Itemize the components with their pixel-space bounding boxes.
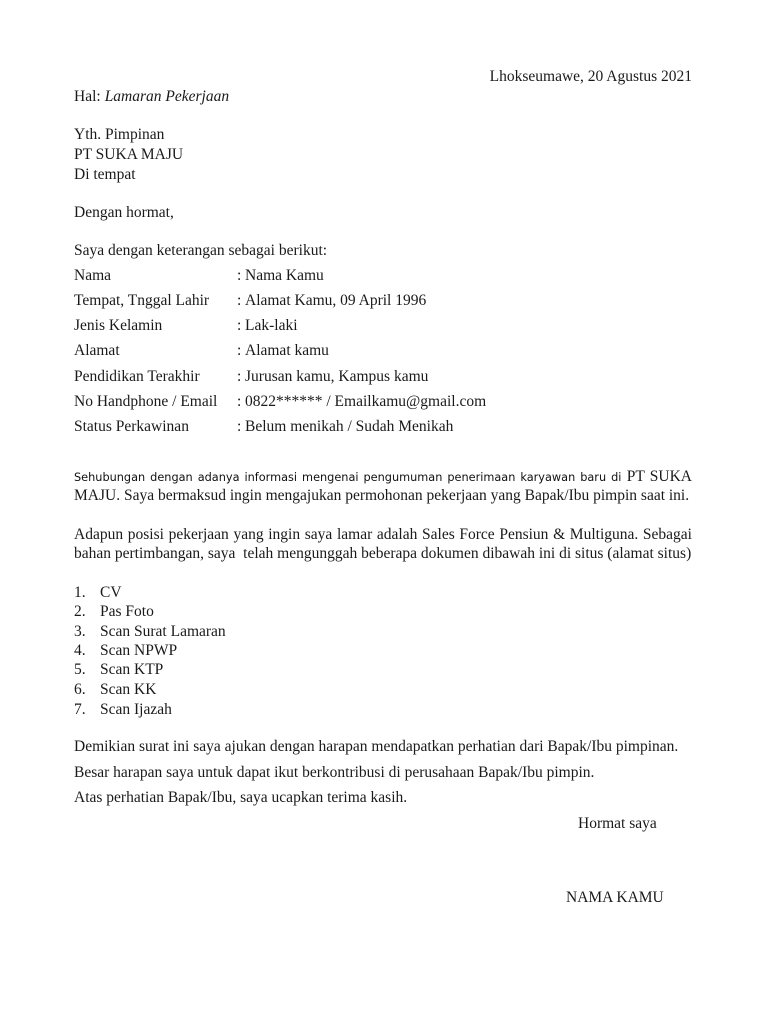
list-text: Scan KTP <box>100 661 164 678</box>
list-text: CV <box>100 584 122 601</box>
subject-line <box>74 87 229 107</box>
field-row-address <box>0 341 768 361</box>
list-item <box>0 700 768 720</box>
field-separator: : <box>237 267 242 284</box>
list-item <box>0 660 768 680</box>
field-value: Jurusan kamu, Kampus kamu <box>245 368 429 385</box>
field-value: Alamat Kamu, 09 April 1996 <box>245 292 427 309</box>
list-number: 4. <box>74 642 86 659</box>
field-row-birth <box>0 291 768 311</box>
list-text: Scan NPWP <box>100 642 178 659</box>
recipient-title: Yth. Pimpinan <box>74 126 165 143</box>
field-value: Alamat kamu <box>245 342 329 359</box>
list-item <box>0 602 768 622</box>
list-number: 3. <box>74 623 86 640</box>
field-value: Lak-laki <box>245 317 298 334</box>
closing-line3: Atas perhatian Bapak/Ibu, saya ucapkan terima kasih. <box>74 789 408 806</box>
list-number: 7. <box>74 701 86 718</box>
field-label: Nama <box>74 267 112 284</box>
field-label: Tempat, Tnggal Lahir <box>74 292 210 309</box>
field-separator: : <box>237 393 242 410</box>
paragraph1-line1 <box>74 467 692 487</box>
paragraph1-line2: MAJU. Saya bermaksud ingin mengajukan permohonan pekerjaan yang Bapak/Ibu pimpin saat ini. <box>74 487 690 504</box>
list-text: Scan KK <box>100 681 157 698</box>
field-row-education <box>0 367 768 387</box>
list-item <box>0 622 768 642</box>
field-label: Jenis Kelamin <box>74 317 163 334</box>
field-row-name <box>0 266 768 286</box>
field-separator: : <box>237 317 242 334</box>
field-row-gender <box>0 316 768 336</box>
recipient-company: PT SUKA MAJU <box>74 146 184 163</box>
place-date: Lhokseumawe, 20 Agustus 2021 <box>489 68 692 85</box>
list-number: 6. <box>74 681 86 698</box>
list-number: 5. <box>74 661 86 678</box>
closing-line1: Demikian surat ini saya ajukan dengan harapan mendapatkan perhatian dari Bapak/Ibu pimpinan. <box>74 738 679 755</box>
greeting: Dengan hormat, <box>74 204 174 221</box>
field-separator: : <box>237 368 242 385</box>
field-label: No Handphone / Email <box>74 393 218 410</box>
subject-label: Hal: <box>74 88 101 105</box>
list-text: Scan Ijazah <box>100 701 172 718</box>
list-text: Scan Surat Lamaran <box>100 623 226 640</box>
field-separator: : <box>237 418 242 435</box>
field-value: Nama Kamu <box>245 267 324 284</box>
recipient-place: Di tempat <box>74 166 136 183</box>
field-value: 0822****** / Emailkamu@gmail.com <box>245 393 487 410</box>
paragraph2-line1: Adapun posisi pekerjaan yang ingin saya lamar adalah Sales Force Pensiun & Multiguna. Sebagai <box>74 526 692 543</box>
list-item <box>0 641 768 661</box>
field-label: Pendidikan Terakhir <box>74 368 200 385</box>
closing-line2: Besar harapan saya untuk dapat ikut berkontribusi di perusahaan Bapak/Ibu pimpin. <box>74 764 595 781</box>
field-label: Status Perkawinan <box>74 418 189 435</box>
list-number: 2. <box>74 603 86 620</box>
field-value: Belum menikah / Sudah Menikah <box>245 418 454 435</box>
field-row-contact <box>0 392 768 412</box>
list-item <box>0 583 768 603</box>
field-row-marital-status <box>0 417 768 437</box>
paragraph1-sans-text: Sehubungan dengan adanya informasi mengenai pengumuman penerimaan karyawan baru di <box>74 471 622 484</box>
subject-text: Lamaran Pekerjaan <box>104 88 230 105</box>
intro-text: Saya dengan keterangan sebagai berikut: <box>74 242 328 259</box>
signoff: Hormat saya <box>578 815 657 832</box>
list-number: 1. <box>74 584 86 601</box>
list-item <box>0 680 768 700</box>
paragraph1-serif-text: PT SUKA <box>626 468 692 485</box>
field-separator: : <box>237 342 242 359</box>
field-separator: : <box>237 292 242 309</box>
signature-name: NAMA KAMU <box>566 889 664 906</box>
paragraph2-line2: bahan pertimbangan, saya telah mengunggah beberapa dokumen dibawah ini di situs (alamat situs) <box>74 545 692 562</box>
list-text: Pas Foto <box>100 603 154 620</box>
field-label: Alamat <box>74 342 120 359</box>
